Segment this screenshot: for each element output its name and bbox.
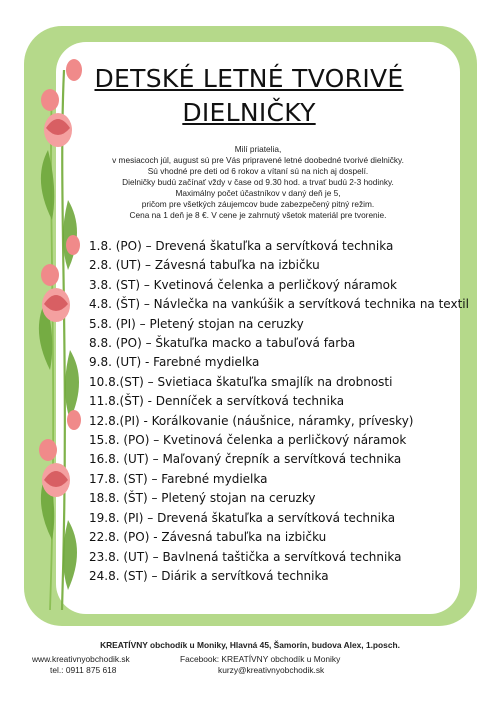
schedule-item: 4.8. (ŠT) – Návlečka na vankúšik a servítková technika na textil: [89, 297, 469, 312]
intro-line: Dielničky budú začínať vždy v čase od 9.30 hod. a trvať budú 2-3 hodinky.: [122, 177, 394, 187]
schedule-item: 19.8. (PI) – Drevená škatuľka a servítková technika: [89, 510, 396, 525]
intro-line: Maximálny počet účastníkov v daný deň je 5,: [175, 188, 341, 198]
tulip-decoration: [28, 50, 98, 620]
email-link[interactable]: kurzy@kreativnyobchodik.sk: [218, 665, 325, 675]
intro-line: Cena na 1 deň je 8 €. V cene je zahrnutý všetok materiál pre tvorenie.: [129, 210, 387, 220]
shop-address: KREATÍVNY obchodík u Moniky, Hlavná 45, Šamorín, budova Alex, 1.posch.: [100, 640, 400, 650]
intro-line: pričom pre všetkých záujemcov bude zabezpečený pitný režim.: [141, 199, 375, 209]
schedule-item: 17.8. (ST) – Farebné mydielka: [89, 471, 268, 486]
schedule-item: 22.8. (PO) - Závesná tabuľka na izbičku: [89, 530, 327, 545]
phone-number: tel.: 0911 875 618: [50, 665, 117, 675]
schedule-item: 24.8. (ST) – Diárik a servítková technika: [89, 568, 329, 583]
poster-title: [84, 62, 414, 130]
schedule-item: 12.8.(PI) - Korálkovanie (náušnice, náramky, prívesky): [89, 413, 414, 428]
schedule-item: 9.8. (UT) - Farebné mydielka: [89, 355, 260, 370]
schedule-item: 3.8. (ST) – Kvetinová čelenka a perličkový náramok: [89, 277, 397, 292]
title-line-1: DETSKÉ LETNÉ TVORIVÉ: [94, 64, 404, 93]
schedule-item: 8.8. (PO) – Škatuľka macko a tabuľová farba: [89, 336, 356, 351]
schedule-item: 10.8.(ST) – Svietiaca škatuľka smajlík na drobnosti: [89, 374, 393, 389]
title-line-2: DIELNIČKY: [182, 98, 316, 127]
schedule-item: 15.8. (PO) – Kvetinová čelenka a perličkový náramok: [89, 433, 407, 448]
schedule-item: 11.8.(ŠT) - Denníček a servítková technika: [89, 394, 345, 409]
intro-line: Sú vhodné pre deti od 6 rokov a vítaní sú na nich aj dospelí.: [147, 166, 369, 176]
intro-text: [64, 144, 452, 221]
website-link[interactable]: www.kreativnyobchodik.sk: [32, 654, 130, 664]
schedule-item: 23.8. (UT) – Bavlnená taštička a servítková technika: [89, 549, 402, 564]
facebook-link[interactable]: Facebook: KREATÍVNY obchodík u Moniky: [180, 654, 341, 664]
schedule-item: 5.8. (PI) – Pletený stojan na ceruzky: [89, 316, 304, 331]
intro-line: Milí priatelia,: [234, 144, 282, 154]
schedule-item: 2.8. (UT) – Závesná tabuľka na izbičku: [89, 258, 320, 273]
intro-line: v mesiacoch júl, august sú pre Vás pripravené letné doobedné tvorivé dielničky.: [112, 155, 404, 165]
schedule-item: 16.8. (UT) – Maľovaný črepník a servítková technika: [89, 452, 402, 467]
workshop-schedule: [89, 237, 469, 586]
schedule-item: 18.8. (ŠT) – Pletený stojan na ceruzky: [89, 491, 316, 506]
schedule-item: 1.8. (PO) – Drevená škatuľka a servítková technika: [89, 239, 394, 253]
